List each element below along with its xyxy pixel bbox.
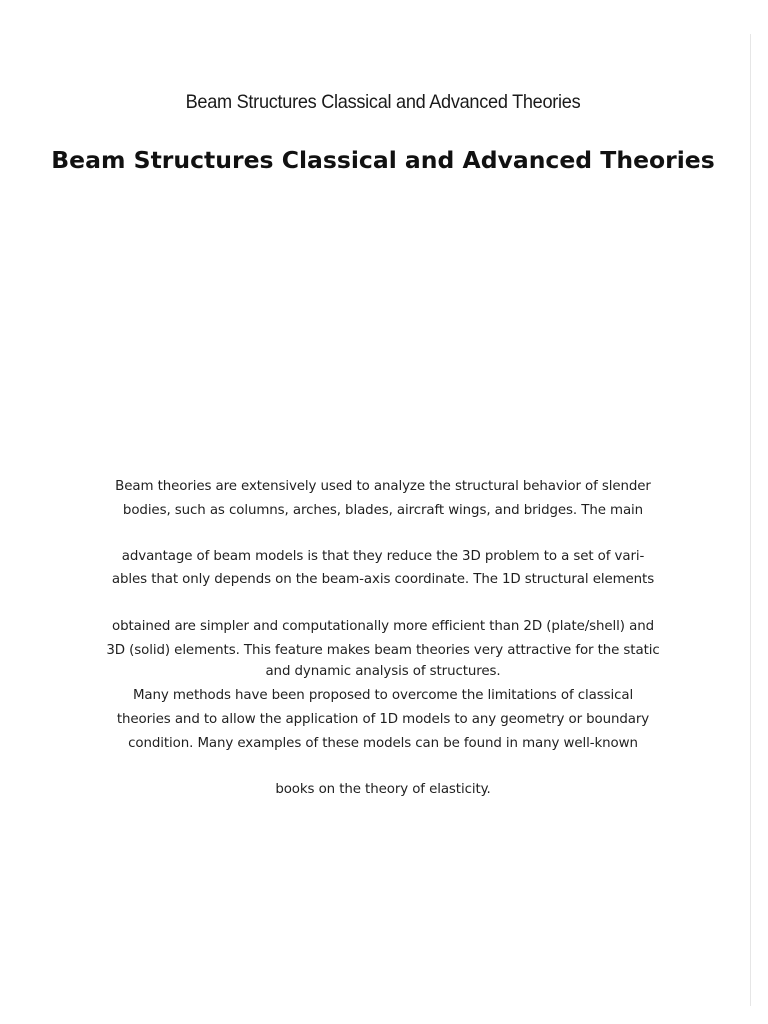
- body-text-line: bodies, such as columns, arches, blades, aircraft wings, and bridges. The main: [122, 503, 644, 518]
- body-text-line: advantage of beam models is that they reduce the 3D problem to a set of vari-: [121, 549, 645, 564]
- body-text-line: Many methods have been proposed to overcome the limitations of classical: [132, 688, 634, 703]
- body-text-line: theories and to allow the application of 1D models to any geometry or boundary: [116, 712, 650, 727]
- body-text-line: 3D (solid) elements. This feature makes beam theories very attractive for the static: [106, 643, 660, 658]
- body-text-line: Beam theories are extensively used to analyze the structural behavior of slender: [115, 479, 651, 494]
- body-text-line: and dynamic analysis of structures.: [265, 664, 501, 679]
- body-text-line: condition. Many examples of these models can be found in many well-known: [128, 736, 638, 751]
- document-main-title: Beam Structures Classical and Advanced Theories: [51, 146, 715, 174]
- body-text-line: books on the theory of elasticity.: [275, 782, 491, 797]
- page-edge-divider: [750, 34, 751, 1006]
- document-header-title: Beam Structures Classical and Advanced Theories: [185, 91, 581, 113]
- body-text-line: ables that only depends on the beam-axis coordinate. The 1D structural elements: [111, 572, 655, 587]
- body-text-line: obtained are simpler and computationally more efficient than 2D (plate/shell) and: [112, 619, 654, 634]
